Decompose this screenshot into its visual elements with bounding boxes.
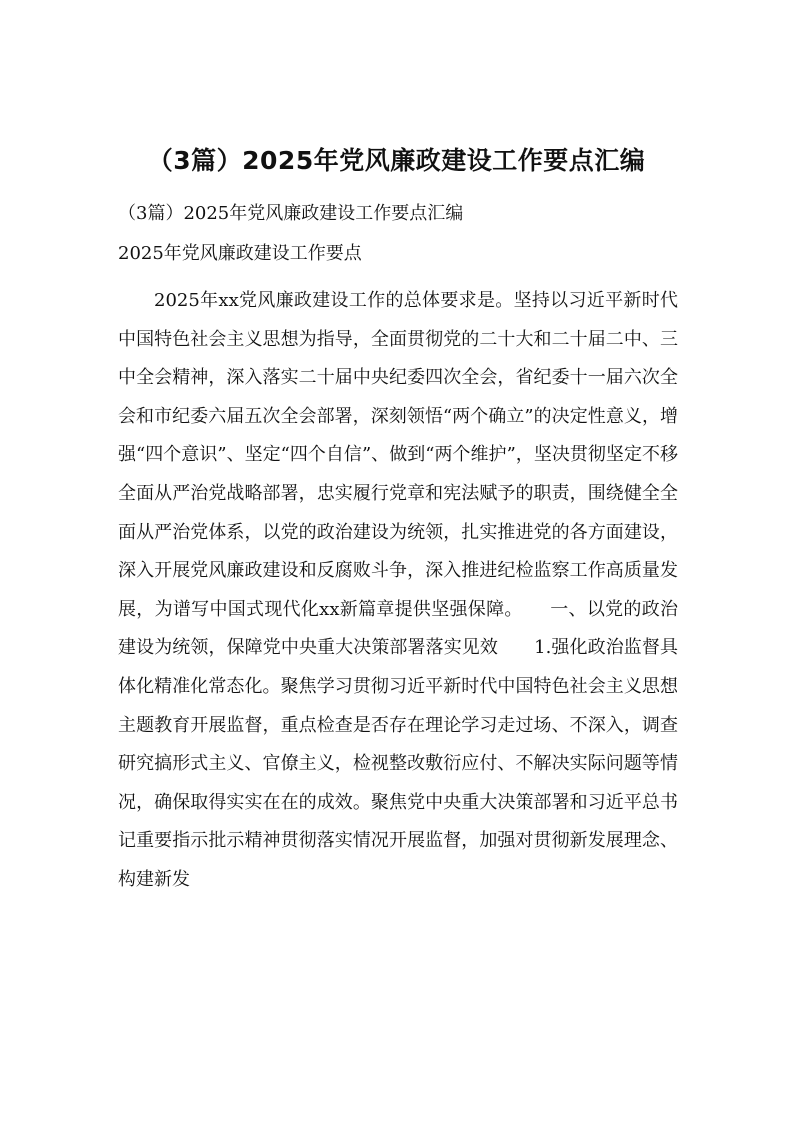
body-paragraph: 2025年xx党风廉政建设工作的总体要求是。坚持以习近平新时代中国特色社会主义思想为指导，全面贯彻党的二十大和二十届二中、三中全会精神，深入落实二十届中央纪委四次全会，省纪委十一届六次全会和市纪委六届五次全会部署，深刻领悟“两个确立”的决定性意义，增强“四个意识”、坚定“四个自信”、做到“两个维护”，坚决贯彻坚定不移全面从严治党战略部署，忠实履行党章和宪法赋予的职责，围绕健全全面从严治党体系，以党的政治建设为统领，扎实推进党的各方面建设，深入开展党风廉政建设和反腐败斗争，深入推进纪检监察工作高质量发展，为谱写中国式现代化xx新篇章提供坚强保障。 一、以党的政治建设为统领，保障党中央重大决策部署落实见效 1.强化政治监督具体化精准化常态化。聚焦学习贯彻习近平新时代中国特色社会主义思想主题教育开展监督，重点检查是否存在理论学习走过场、不深入，调查研究搞形式主义、官僚主义，检视整改敷衍应付、不解决实际问题等情况，确保取得实实在在的成效。聚焦党中央重大决策部署和习近平总书记重要指示批示精神贯彻落实情况开展监督，加强对贯彻新发展理念、构建新发 [118,290,678,890]
document-subtitle: （3篇）2025年党风廉政建设工作要点汇编 [118,203,464,224]
section-heading: 2025年党风廉政建设工作要点 [118,243,362,264]
document-title: （3篇）2025年党风廉政建设工作要点汇编 [147,145,646,175]
